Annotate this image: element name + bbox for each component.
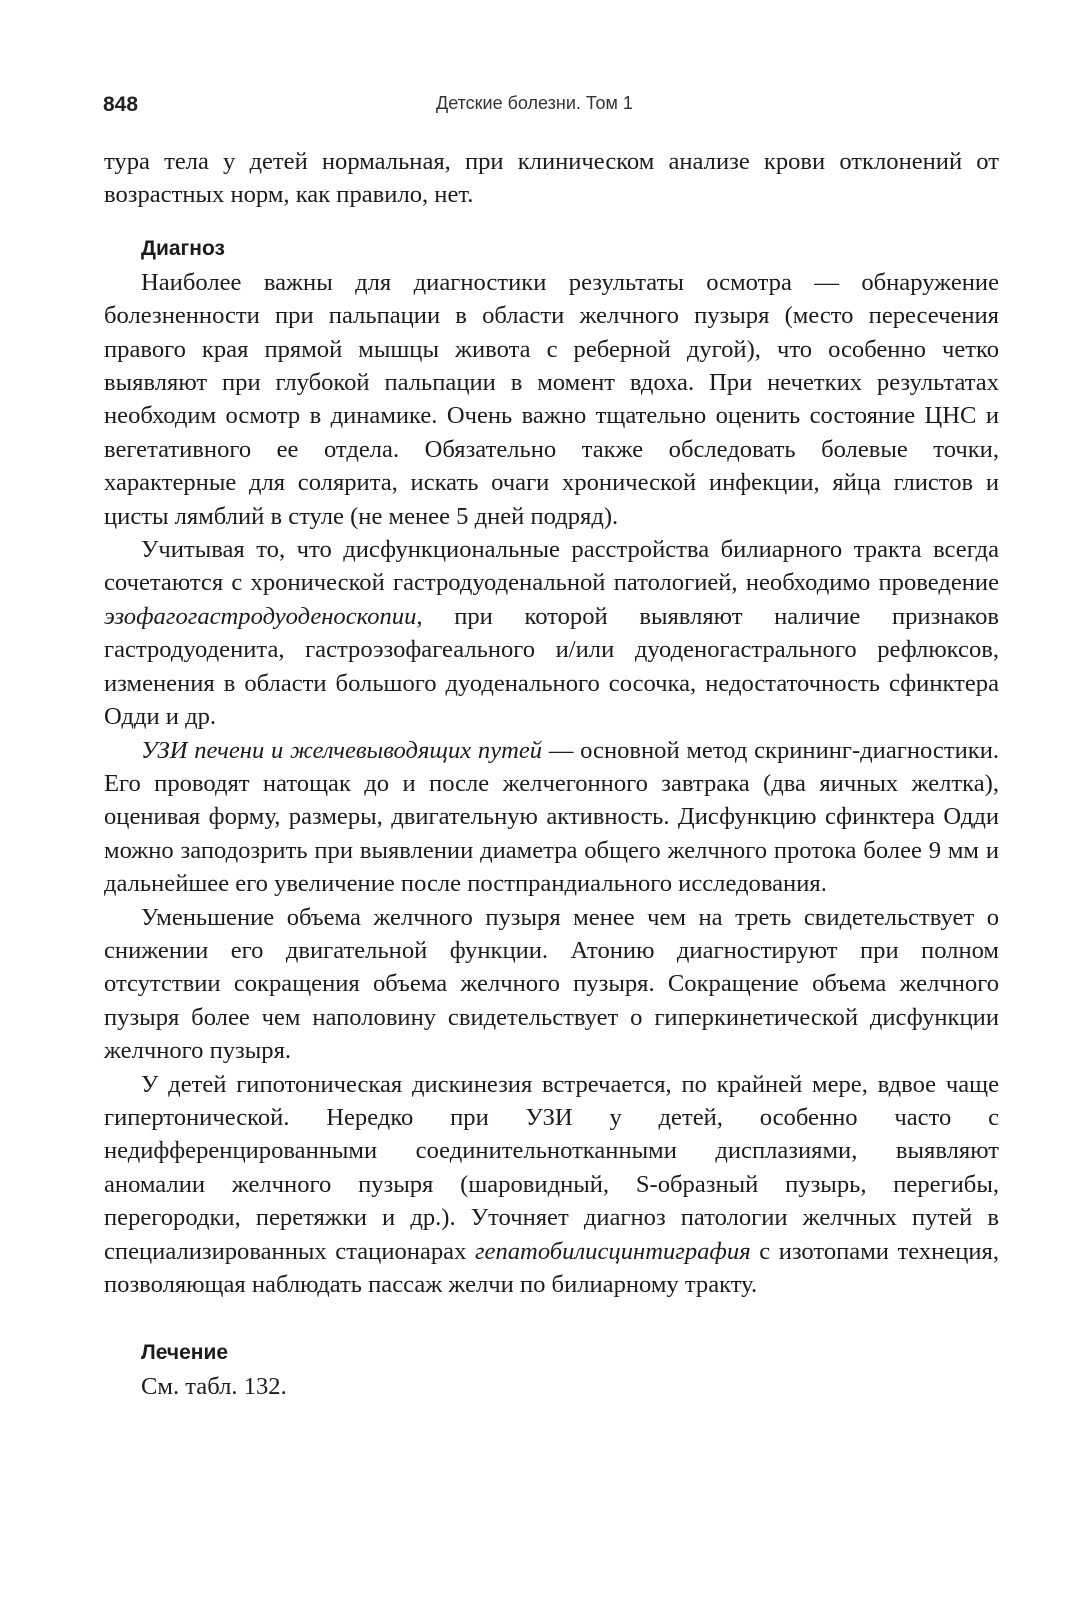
p2-text-before: Учитывая то, что дисфункциональные расстройства билиарного тракта всегда сочетаются с хронической гастродуоденальной патологией, необходимо проведение <box>104 536 999 597</box>
page-number: 848 <box>103 93 139 116</box>
p2-term-egds: эзофагогастродуоденоскопии <box>104 602 417 630</box>
running-title: Детские болезни. Том 1 <box>436 93 633 113</box>
section-heading-treatment: Лечение <box>141 1341 229 1365</box>
page-header <box>103 93 998 123</box>
treatment-paragraph: См. табл. 132. <box>141 1373 287 1401</box>
page-body <box>104 145 999 1404</box>
p5-text-before: У детей гипотоническая дискинезия встречается, по крайней мере, вдвое чаще гипертонической. Нередко при УЗИ у детей, особенно часто с недифференцированными соединительнотканными дисплазиями, выявляют аномалии желчного пузыря (шаровидный, S-образный пузырь, перегибы, перегородки, перетяжки и др.). Уточняет диагноз патологии желчных путей в специализированных стационарах <box>104 1070 999 1265</box>
diagnosis-paragraph-3 <box>104 734 999 901</box>
p5-term-scintigraphy: гепатобилисцинтиграфия <box>474 1237 751 1265</box>
section-heading-diagnosis: Диагноз <box>141 236 225 260</box>
p3-term-ultrasound: УЗИ печени и желчевыводящих путей <box>141 736 543 764</box>
p5-text-after: с изотопами технеция, позволяющая наблюдать пассаж желчи по билиарному тракту. <box>104 1237 999 1298</box>
diagnosis-paragraph-1: Наиболее важны для диагностики результаты осмотра — обнаружение болезненности при пальпации в области желчного пузыря (место пересечения правого края прямой мышцы живота с реберной дугой), что особенно четко выявляют при глубокой пальпации в момент вдоха. При нечетких результатах необходим осмотр в динамике. Очень важно тщательно оценить состояние ЦНС и вегетативного ее отдела. Обязательно также обследовать болевые точки, характерные для солярита, искать очаги хронической инфекции, яйца глистов и цисты лямблий в стуле (не менее 5 дней подряд). <box>104 268 999 530</box>
diagnosis-paragraph-2 <box>104 533 999 733</box>
diagnosis-paragraph-4: Уменьшение объема желчного пузыря менее чем на треть свидетельствует о снижении его двигательной функции. Атонию диагностируют при полном отсутствии сокращения объема желчного пузыря. Сокращение объема желчного пузыря более чем наполовину свидетельствует о гиперкинетической дисфункции желчного пузыря. <box>104 903 999 1065</box>
intro-paragraph: тура тела у детей нормальная, при клиническом анализе крови отклонений от возрастных норм, как правило, нет. <box>104 148 999 209</box>
diagnosis-paragraph-5 <box>104 1068 999 1302</box>
p2-text-after: , при которой выявляют наличие признаков гастродуоденита, гастроэзофагеального и/или дуоденогастрального рефлюксов, изменения в области большого дуоденального сосочка, недостаточность сфинктера Одди и др. <box>104 602 999 731</box>
p3-text-after: — основной метод скрининг-диагностики. Его проводят натощак до и после желчегонного завтрака (два яичных желтка), оценивая форму, размеры, двигательную активность. Дисфункцию сфинктера Одди можно заподозрить при выявлении диаметра общего желчного протока более 9 мм и дальнейшее его увеличение после постпрандиального исследования. <box>104 736 999 898</box>
